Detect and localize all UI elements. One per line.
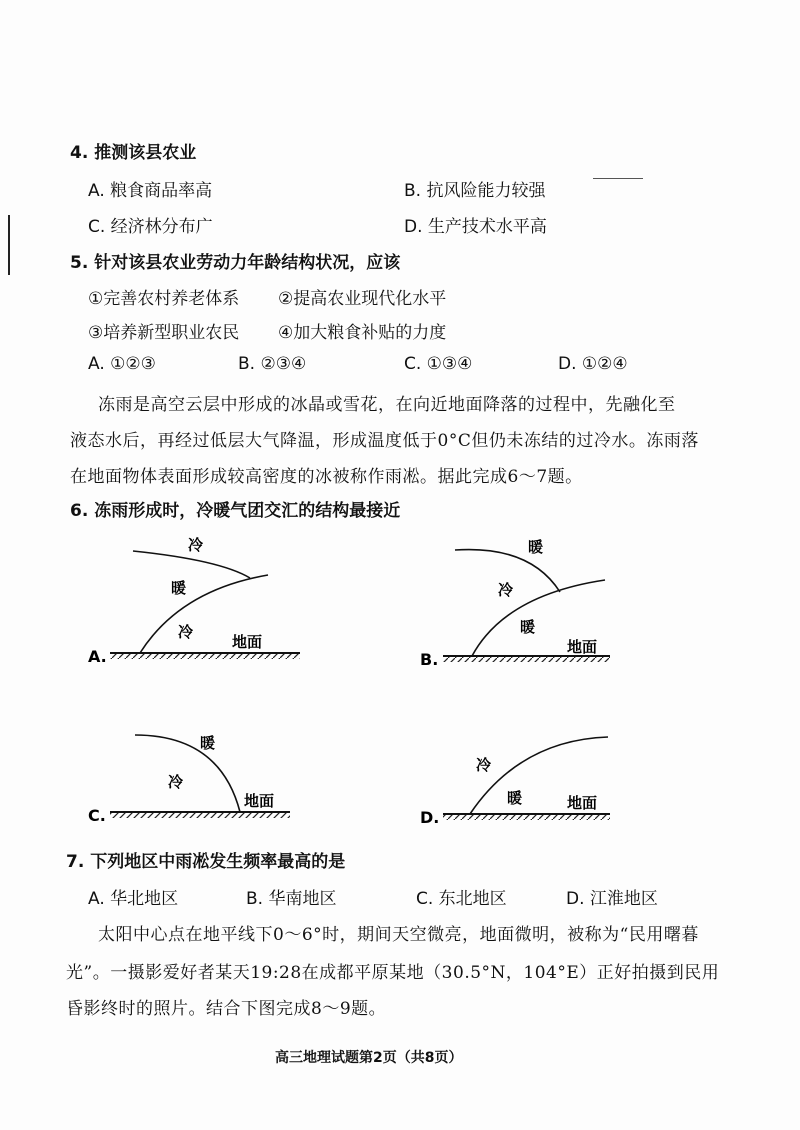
q5-item-4: ④加大粮食补贴的力度 (278, 323, 447, 343)
q7-option-d: D. 江淮地区 (566, 889, 658, 909)
q4-option-c: C. 经济林分布广 (88, 217, 213, 237)
diagram-a-top-label: 冷 (188, 536, 204, 554)
diagram-c-lower-label: 冷 (168, 773, 184, 791)
question-7-stem: 7. 下列地区中雨凇发生频率最高的是 (66, 852, 346, 872)
diagram-d-lower-label: 暖 (507, 789, 523, 807)
diagram-d-ground-label: 地面 (567, 794, 598, 812)
diagram-d (420, 737, 610, 827)
q7-option-b: B. 华南地区 (246, 889, 337, 909)
passage-2-line-1: 太阳中心点在地平线下0～6°时，期间天空微亮，地面微明，被称为“民用曙暮 (98, 925, 699, 945)
diagram-a-bottom-label: 冷 (178, 623, 194, 641)
q4-option-d: D. 生产技术水平高 (404, 217, 547, 237)
diagram-c-upper-label: 暖 (200, 734, 216, 752)
q5-item-2: ②提高农业现代化水平 (278, 289, 447, 309)
q5-option-c: C. ①③④ (404, 354, 473, 374)
diagram-a-ground-label: 地面 (232, 633, 263, 651)
question-6-stem: 6. 冻雨形成时，冷暖气团交汇的结构最接近 (70, 501, 401, 521)
q4-option-b: B. 抗风险能力较强 (404, 181, 546, 201)
q5-option-b: B. ②③④ (238, 354, 307, 374)
passage-2-line-2: 光”。一摄影爱好者某天19:28在成都平原某地（30.5°N，104°E）正好拍摄到民用 (66, 963, 720, 983)
q7-option-c: C. 东北地区 (416, 889, 507, 909)
diagram-a (88, 536, 300, 666)
question-5-stem: 5. 针对该县农业劳动力年龄结构状况，应该 (70, 253, 401, 273)
page-footer: 高三地理试题第2页（共8页） (275, 1050, 463, 1066)
diagram-b (420, 538, 610, 669)
diagram-c (88, 734, 290, 825)
diagram-a-letter: A. (88, 647, 107, 666)
passage-1-line-2: 液态水后，再经过低层大气降温，形成温度低于0°C但仍未冻结的过冷水。冻雨落 (70, 431, 699, 451)
passage-2-line-3: 昏影终时的照片。结合下图完成8～9题。 (66, 999, 387, 1019)
diagram-b-top-label: 暖 (528, 538, 544, 556)
q5-option-d: D. ①②④ (558, 354, 628, 374)
diagram-b-letter: B. (420, 650, 439, 669)
q5-item-1: ①完善农村养老体系 (88, 289, 240, 309)
diagram-a-middle-label: 暖 (171, 579, 187, 597)
diagram-c-letter: C. (88, 806, 106, 825)
diagram-c-ground-label: 地面 (244, 792, 275, 810)
diagram-d-letter: D. (420, 808, 440, 827)
diagram-d-upper-label: 冷 (476, 756, 492, 774)
q5-item-3: ③培养新型职业农民 (88, 323, 240, 343)
q4-option-a: A. 粮食商品率高 (88, 181, 213, 201)
passage-1-line-1: 冻雨是高空云层中形成的冰晶或雪花，在向近地面降落的过程中，先融化至 (98, 395, 676, 415)
q5-option-a: A. ①②③ (88, 354, 156, 374)
question-4-stem: 4. 推测该县农业 (70, 143, 197, 163)
q7-option-a: A. 华北地区 (88, 889, 179, 909)
diagram-b-ground-label: 地面 (567, 638, 598, 656)
diagram-b-bottom-label: 暖 (520, 618, 536, 636)
passage-1-line-3: 在地面物体表面形成较高密度的冰被称作雨凇。据此完成6～7题。 (70, 467, 583, 487)
diagram-b-middle-label: 冷 (498, 581, 514, 599)
